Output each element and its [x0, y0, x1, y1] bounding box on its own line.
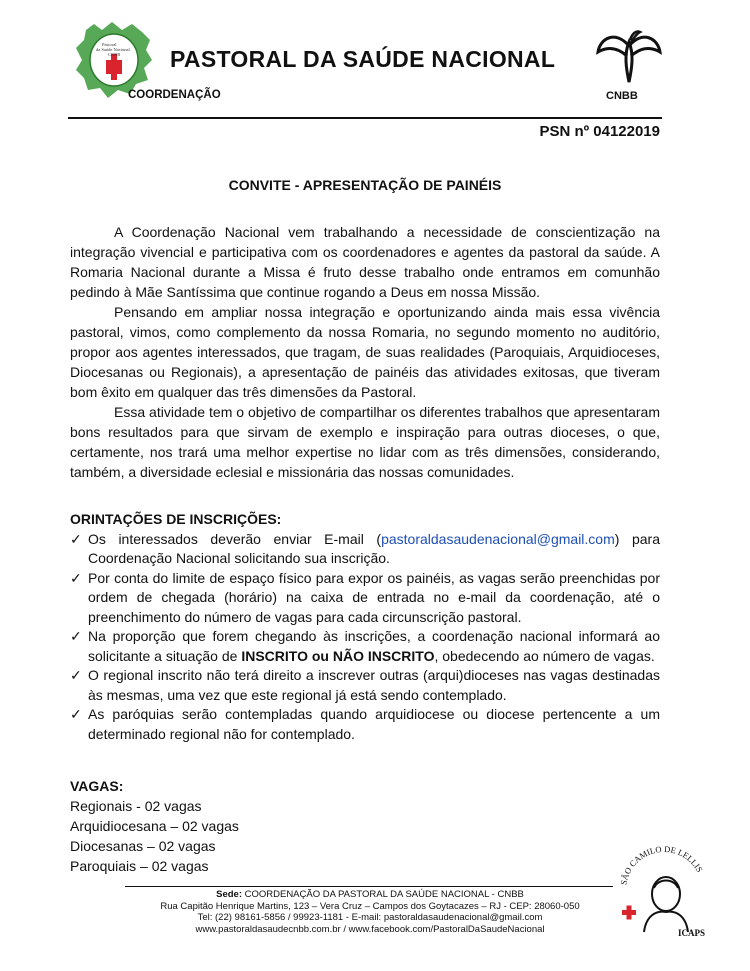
guidelines-heading: ORINTAÇÕES DE INSCRIÇÕES:	[70, 511, 282, 527]
sede-text: COORDENAÇÃO DA PASTORAL DA SAÚDE NACIONAL - CNBB	[241, 889, 524, 900]
checkmark-icon: ✓	[70, 667, 82, 683]
logo-arc-text: SÃO CAMILO DE LELLIS	[618, 843, 705, 886]
footer-sede	[120, 889, 620, 901]
vacancies-heading: VAGAS:	[70, 778, 124, 794]
list-item	[70, 666, 660, 705]
item-text: ) para Coordenação Nacional solicitando sua inscrição.	[88, 530, 660, 566]
list-item	[70, 530, 660, 569]
vacancy-item: Diocesanas – 02 vagas	[70, 838, 216, 854]
logo-label: ICAPS	[678, 928, 706, 938]
checkmark-icon: ✓	[70, 706, 82, 722]
vacancies-section	[70, 776, 239, 876]
item-text: Os interessados deverão enviar E-mail (	[88, 530, 382, 547]
item-text: Na proporção que forem chegando às inscrições, a coordenação nacional informará ao solicitante a situação de	[88, 628, 660, 664]
body-text	[70, 222, 660, 482]
paragraph-1: A Coordenação Nacional vem trabalhando a necessidade de conscientização na integração vivencial e participativa com os coordenadores e agentes da pastoral da saúde. A Romaria Nacional durante a Missa é fruto desse trabalho onde entramos em comunhão pedindo à Mãe Santíssima que continue rogando a Deus em nossa Missão.	[70, 224, 660, 300]
footer-web: www.pastoraldasaudecnbb.com.br / www.facebook.com/PastoralDaSaudeNacional	[195, 923, 545, 935]
checkmark-icon: ✓	[70, 530, 82, 547]
footer-contact: Tel: (22) 98161-5856 / 99923-1181 - E-mail: pastoraldasaudenacional@gmail.com	[197, 912, 543, 923]
list-item	[70, 705, 660, 744]
item-text: Por conta do limite de espaço físico para expor os painéis, as vagas serão preenchidas por ordem de chegada (horário) na caixa de entrada no e-mail da coordenação, até o preenchimento do número de vagas para cada circunscrição pastoral.	[88, 569, 660, 625]
cnbb-dove-icon	[594, 24, 664, 84]
footer-address: Rua Capitão Henrique Martins, 123 – Vera Cruz – Campos dos Goytacazes – RJ - CEP: 28060-050	[160, 900, 580, 912]
header-divider	[68, 117, 662, 119]
guidelines-list	[70, 530, 660, 745]
paragraph-3: Essa atividade tem o objetivo de compartilhar os diferentes trabalhos que apresentaram bons resultados para que sirvam de exemplo e inspiração para outras dioceses, o que, certamente, nos trará uma melhor expertise no lidar com as três dimensões, considerando, também, a diversidade eclesial e missionária das nossas comunidades.	[70, 404, 660, 480]
sede-label: Sede:	[216, 889, 242, 900]
item-text: O regional inscrito não terá direito a inscrever outras (arqui)dioceses nas vagas destinadas às mesmas, uma vez que este regional já está sendo contemplado.	[88, 667, 660, 703]
pastoral-logo-icon	[72, 20, 156, 100]
item-text: , obedecendo ao número de vagas.	[434, 647, 655, 664]
vacancy-item: Arquidiocesana – 02 vagas	[70, 818, 239, 834]
item-text: As paróquias serão contempladas quando arquidiocese ou diocese pertencente a um determinado regional não for contemplado.	[88, 706, 660, 742]
vacancy-item: Regionais - 02 vagas	[70, 798, 202, 814]
org-title: PASTORAL DA SAÚDE NACIONAL	[170, 46, 556, 72]
logo-text-line2: da Saúde Nacional	[96, 47, 130, 52]
checkmark-icon: ✓	[70, 569, 82, 586]
paragraph-2: Pensando em ampliar nossa integração e oportunizando ainda mais essa vivência pastoral, vimos, como complemento da nossa Romaria, no segundo momento no auditório, propor aos agentes interessados, que tragam, de suas realidades (Paroquiais, Arquidioceses, Diocesanas ou Regionais), a apresentação de painéis das atividades exitosas, que tiveram bom êxito em qualquer das três dimensões da Pastoral.	[70, 304, 660, 400]
list-item	[70, 569, 660, 628]
document-number: PSN nº 04122019	[539, 123, 660, 140]
registration-guidelines	[70, 510, 660, 744]
vacancy-item: Paroquiais – 02 vagas	[70, 858, 209, 874]
list-item	[70, 627, 660, 666]
footer-divider	[125, 886, 613, 887]
checkmark-icon: ✓	[70, 628, 82, 644]
item-bold-text: INSCRITO ou NÃO INSCRITO	[241, 647, 435, 664]
footer	[120, 889, 620, 935]
cnbb-label: CNBB	[606, 90, 638, 102]
org-subtitle: COORDENAÇÃO	[128, 89, 221, 101]
email-link[interactable]: pastoraldasaudenacional@gmail.com	[381, 530, 615, 547]
document-title: CONVITE - APRESENTAÇÃO DE PAINÉIS	[228, 177, 502, 193]
logo-text-line1: Pastoral	[102, 42, 117, 47]
icaps-logo-icon	[614, 838, 714, 938]
logo-text-line3: CNBB	[108, 52, 121, 57]
